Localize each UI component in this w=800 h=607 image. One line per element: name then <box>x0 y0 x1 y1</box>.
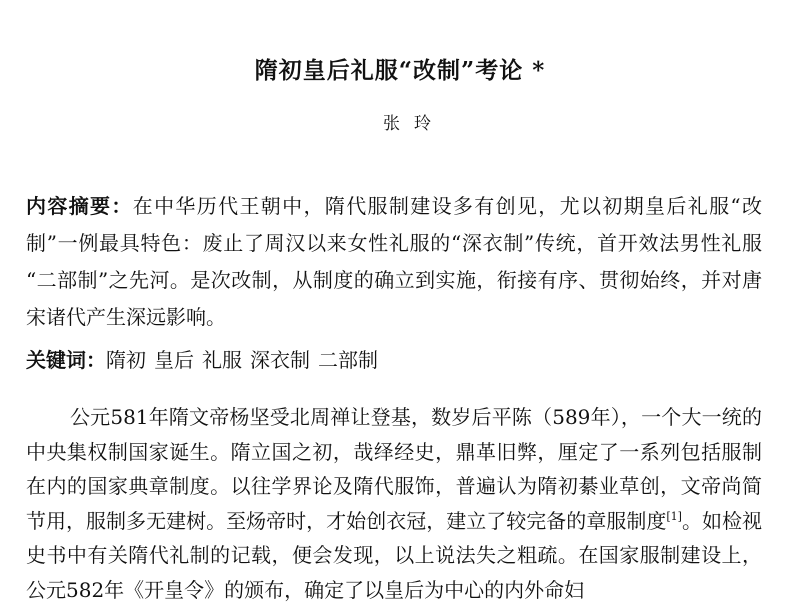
keyword: 礼服 <box>202 348 242 372</box>
abstract-paragraph <box>26 188 762 336</box>
keywords-line <box>26 345 762 375</box>
keyword: 皇后 <box>154 348 194 372</box>
paper-author: 张玲 <box>383 114 445 134</box>
paper-title: 隋初皇后礼服“改制”考论 * <box>254 57 546 84</box>
keyword: 二部制 <box>318 348 378 372</box>
body-text-continued: 。如检视史书中有关隋代礼制的记载，便会发现，以上说法失之粗疏。在国家服制建设上，公元582年《开皇令》的颁布，确定了以皇后为中心的内外命妇 <box>26 508 763 602</box>
keyword: 隋初 <box>106 348 146 372</box>
keywords-label: 关键词： <box>26 348 106 372</box>
keyword: 深衣制 <box>250 348 310 372</box>
body-paragraph <box>26 400 762 607</box>
abstract-text: 在中华历代王朝中，隋代服制建设多有创见，尤以初期皇后礼服“改制”一例最具特色：废止了周汉以来女性礼服的“深衣制”传统，首开效法男性礼服 “二部制”之先河。是次改制，从制度的确立到实施，衔接有序、贯彻始终，并对唐宋诸代产生深远影响。 <box>26 194 762 329</box>
body-text: 公元581年隋文帝杨坚受北周禅让登基，数岁后平陈（589年），一个大一统的中央集权制国家诞生。隋立国之初，哉绎经史，鼎革旧弊，厘定了一系列包括服制在内的国家典章制度。以往学界论及隋代服饰，普遍认为隋初綦业草创，文帝尚简节用，服制多无建树。至炀帝时，才始创衣冠，建立了较完备的章服制度 <box>26 405 762 533</box>
footnote-marker[interactable]: [1] <box>666 509 682 523</box>
abstract-label: 内容摘要： <box>26 194 133 218</box>
